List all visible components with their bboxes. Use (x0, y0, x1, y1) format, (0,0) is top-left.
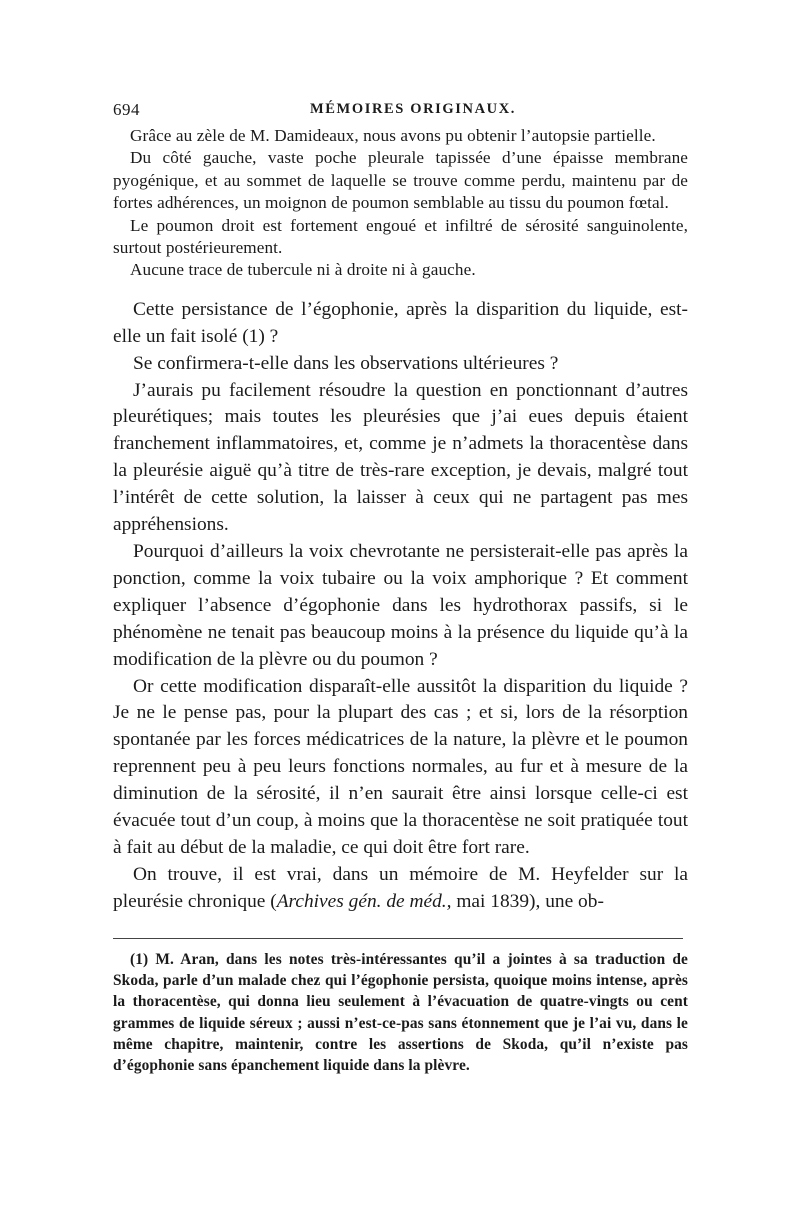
page-number: 694 (113, 100, 140, 119)
running-title: MÉMOIRES ORIGINAUX. (310, 101, 517, 117)
right-lung-paragraph: Le poumon droit est fortement engoué et infiltré de sérosité sanguinolente, surtout postérieurement. (113, 215, 688, 258)
confirmation-paragraph: Se confirmera-t-elle dans les observations ultérieures ? (133, 352, 559, 374)
heyfelder-paragraph (113, 862, 688, 916)
case-observation-block (113, 125, 688, 282)
footnote-divider (113, 938, 683, 939)
tubercle-paragraph: Aucune trace de tubercule ni à droite ni à gauche. (130, 260, 476, 280)
page-header (113, 96, 688, 124)
left-side-paragraph: Du côté gauche, vaste poche pleurale tapissée d’une épaisse membrane pyogénique, et au sommet de laquelle se trouve comme perdu, maintenu par de fortes adhérences, un moignon de poumon semblable au tissu du poumon fœtal. (113, 148, 688, 213)
heyfelder-text-start: On trouve, il est vrai, dans un mémoire de M. Heyfelder sur la pleurésie chronique ( (113, 863, 688, 912)
book-page (113, 96, 688, 1076)
egophonie-question-paragraph: Cette persistance de l’égophonie, après la disparition du liquide, est-elle un fait isolé (1) ? (113, 298, 688, 347)
autopsy-paragraph: Grâce au zèle de M. Damideaux, nous avons pu obtenir l’autopsie partielle. (130, 126, 656, 145)
main-text-block (113, 297, 688, 916)
ponction-paragraph: J’aurais pu facilement résoudre la question en ponctionnant d’autres pleurétiques; mais toutes les pleurésies que j’ai eues depuis étaient franchement inflammatoires, et, comme je n’admets la thoracentèse dans la pleurésie aiguë qu’à titre de très-rare exception, je devais, malgré tout l’intérêt de cette solution, la laisser à ceux qui ne partagent pas mes appréhensions. (113, 379, 688, 536)
footnote: (1) M. Aran, dans les notes très-intéressantes qu’il a jointes à sa traduction de Skoda, parle d’un malade chez qui l’égophonie persista, quoique moins intense, après la thoracentèse, qui donna lieu seulement à l’évacuation de quatre-vingts ou cent grammes de liquide séreux ; aussi n’est-ce-pas sans étonnement que je l’ai vu, dans le même chapitre, maintenir, contre les assertions de Skoda, qu’il n’existe pas d’égophonie sans épanchement liquide dans la plèvre. (113, 950, 688, 1075)
heyfelder-text-end: mai 1839), une ob- (451, 890, 604, 912)
modification-paragraph: Or cette modification disparaît-elle aussitôt la disparition du liquide ? Je ne le pense pas, pour la plupart des cas ; et si, lors de la résorption spontanée par les forces médicatrices de la nature, la plèvre et le poumon reprennent peu à peu leurs fonctions normales, au fur et à mesure de la diminution de la sérosité, il n’en saurait être ainsi lorsque celle-ci est évacuée tout d’un coup, à moins que la thoracentèse ne soit pratiquée tout à fait au début de la maladie, ce qui doit être fort rare. (113, 675, 688, 858)
archives-citation: Archives gén. de méd., (276, 890, 452, 912)
voix-chevrotante-paragraph: Pourquoi d’ailleurs la voix chevrotante ne persisterait-elle pas après la ponction, comme la voix tubaire ou la voix amphorique ? Et comment expliquer l’absence d’égophonie dans les hydrothorax passifs, si le phénomène ne tenait pas beaucoup moins à la présence du liquide qu’à la modification de la plèvre ou du poumon ? (113, 541, 688, 670)
